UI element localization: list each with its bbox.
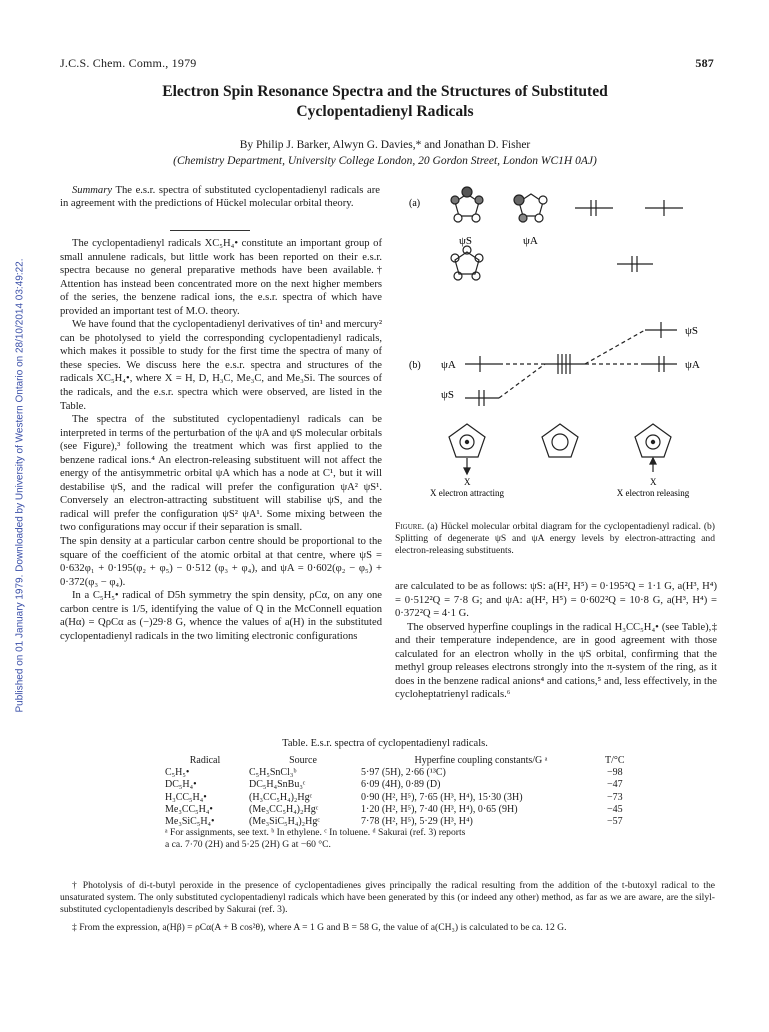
footnote-dagger: † Photolysis of di-t-butyl peroxide in the presence of cyclopentadienes gives principally the radical resulting from the addition of the t-butoxyl radical to the unsaturated system. The only substituted cyclopentadienyl radicals which have been generated by this (or indeed any other) method, as far as we are aware, are the silyl-substituted cyclopentadienyls described by Sakurai (ref. 3).: [60, 880, 715, 915]
paragraph-5: In a C₅H₅• radical of D5h symmetry the spin density, ρCα, on any one carbon centre is 1/5, identifying the value of Q in the McConnell equation a(Hα) = QρCα as (−)29·8 G, whence the values of a(H) in the substituted cyclopentadienyl radicals in the two limiting electronic configurations: [60, 590, 382, 642]
mo-figure: [395, 182, 725, 512]
footnote-double-dagger: ‡ From the expression, a(Hβ) = ρCα(A + B cos²θ), where A = 1 G and B = 58 G, the value of a(CH₃) is calculated to be ca. 12 G.: [72, 922, 567, 933]
caption-label: Figure.: [395, 521, 425, 532]
figure-label-a: (a): [409, 198, 421, 209]
page-number: 587: [695, 56, 714, 70]
table-note-line-2: a ca. 7·70 (2H) and 5·25 (2H) G at −60 °C.: [165, 838, 331, 850]
paragraph-2: We have found that the cyclopentadienyl derivatives of tin¹ and mercury² can be photolysed to yield the corresponding cyclopentadienyl radicals, which makes it possible to study for the first time the spectra of many of these species. We discuss here the e.s.r. spectra and structures of the radicals XC₅H₄•, where X = H, D, H₃C, Me₃C, and Me₃Si. The sources of the radicals, and the e.s.r. spectra which were observed, are listed in the Table.: [60, 319, 382, 412]
title-line-1: Electron Spin Resonance Spectra and the Structures of Substituted: [162, 83, 608, 100]
cell-source: (Me₃CC₅H₄)₂Hgᶜ: [249, 803, 319, 815]
level-ground: [617, 256, 653, 272]
cell-source: DC₅H₄SnBu₃ᶜ: [249, 779, 306, 791]
ground-ring: [451, 246, 483, 280]
level-psi-s-upper: [575, 200, 683, 216]
header-temperature: T/°C: [605, 755, 625, 766]
cell-temperature: −47: [606, 779, 623, 791]
summary-text: The e.s.r. spectra of substituted cyclopentadienyl radicals are in agreement with the predictions of Hückel molecular orbital theory.: [60, 185, 380, 210]
paragraph-3: The spectra of the substituted cyclopentadienyl radicals can be interpreted in terms of the perturbation of the ψA and ψS molecular orbitals (see Figure),³ following the treatment which was first applied to the benzene radical ions.⁴ An electron-releasing substituent will not affect the energy of the antisymmetric orbital ψA which has a node at C¹, but it will destabilise ψS, and the radical will prefer the configuration ψA² ψS¹. Conversely an electron-attracting substituent will stabilise ψS, and the radical will prefer the configuration ψS² ψA¹. Some mixing between the two configurations may occur if their separation is small.: [60, 414, 382, 534]
figure-caption: [395, 521, 715, 557]
splitting-diagram: [465, 322, 677, 406]
cell-temperature: −73: [606, 791, 623, 803]
cell-radical: Me₃CC₅H₄•: [165, 803, 213, 815]
psi-a-label-a: ψA: [523, 235, 538, 247]
summary: [60, 184, 380, 211]
table-row: [165, 804, 629, 816]
cell-source: (Me₃SiC₅H₄)₂Hgᶜ: [249, 816, 320, 828]
summary-rule: [170, 230, 250, 231]
parent-ring: [542, 424, 578, 457]
right-paragraph-1: are calculated to be as follows: ψS: a(H², H⁵) = 0·195²Q = 1·1 G, a(H³, H⁴) = 0·512²Q = 7·8 G; and ψA: a(H², H⁵) = 0·602²Q = 10·8 G, a(H³, H⁴) = 0·372²Q = 4·1 G.: [395, 581, 717, 620]
table-header-row: [165, 755, 629, 767]
authors: By Philip J. Barker, Alwyn G. Davies,* and Jonathan D. Fisher: [239, 139, 531, 151]
psi-s-label-b-right: ψS: [685, 325, 699, 337]
cell-temperature: −98: [606, 767, 623, 779]
download-note: Published on 01 January 1979. Downloaded by University of Western Ontario on 28/10/2014 03:49:22.: [14, 258, 26, 713]
attracting-label: X electron attracting: [430, 488, 504, 498]
table-note-line-1: ᵃ For assignments, see text. ᵇ In ethylene. ᶜ In toluene. ᵈ Sakurai (ref. 3) reports: [165, 827, 466, 838]
table-notes: [165, 827, 635, 851]
x-label-releasing: X: [650, 477, 657, 487]
paragraph-1: The cyclopentadienyl radicals XC₅H₄• constitute an important group of small annulene radicals, but little work has been reported on their e.s.r. spectra because no general preparative methods have been available.† Attention has instead been concentrated more on the next higher members of the series, the benzene radical ions, the e.s.r. spectra of which have provided an important test of M.O. theory.: [60, 238, 382, 317]
cell-couplings: 0·90 (H², H⁵), 7·65 (H³, H⁴), 15·30 (3H): [361, 791, 523, 803]
cell-temperature: −57: [606, 816, 623, 828]
cell-radical: DC₅H₄•: [165, 779, 197, 791]
cell-couplings: 1·20 (H², H⁵), 7·40 (H³, H⁴), 0·65 (9H): [361, 803, 518, 815]
affiliation: (Chemistry Department, University College London, 20 Gordon Street, London WC1H 0AJ): [173, 155, 597, 167]
table-row: [165, 779, 629, 791]
table-row: [165, 792, 629, 804]
psi-s-label-a: ψS: [459, 235, 473, 247]
cell-radical: H₃CC₅H₄•: [165, 791, 207, 803]
cell-source: C₅H₅SnCl₃ᵇ: [249, 767, 297, 779]
header-radical: Radical: [189, 755, 221, 766]
caption-text: (a) Hückel molecular orbital diagram for the cyclopentadienyl radical. (b) Splitting of degenerate ψS and ψA energy levels by electron-attracting and electron-releasing substituents.: [395, 521, 716, 556]
psi-s-ring: [451, 187, 483, 222]
figure-label-b: (b): [409, 360, 421, 371]
cell-couplings: 6·09 (4H), 0·89 (D): [361, 779, 441, 791]
psi-a-label-b-right: ψA: [685, 359, 700, 371]
esr-table: [165, 755, 629, 828]
paragraph-4: The spin density at a particular carbon centre should be proportional to the square of the coefficient of the atomic orbital at that centre, where ψS = 0·632φ₁ + 0·195(φ₂ + φ₅) − 0·512 (φ₃ + φ₄), and ψA = 0·602(φ₂ − φ₅) + 0·372(φ₃ − φ₄).: [60, 536, 382, 588]
paper-title: [60, 82, 710, 122]
x-label-attracting: X: [464, 477, 471, 487]
cell-source: (H₃CC₅H₄)₂Hgᶜ: [249, 791, 313, 803]
journal-header: J.C.S. Chem. Comm., 1979: [60, 56, 197, 70]
left-column: [60, 237, 382, 643]
table-title: Table. E.s.r. spectra of cyclopentadienyl radicals.: [282, 738, 488, 749]
title-line-2: Cyclopentadienyl Radicals: [296, 103, 474, 120]
right-paragraph-2: The observed hyperfine couplings in the radical H₃CC₅H₄• (see Table),‡ and their temperature independence, are in good agreement with those calculated for an electron wholly in the ψS orbital, confirming that the methyl group releases electrons strongly into the π-system of the ring, as it does in the benzene radical anions⁴ and cations,⁵ and, less effectively, in the cycloheptatrienyl radicals.⁶: [395, 621, 717, 701]
header-couplings: Hyperfine coupling constants/G ᵃ: [414, 755, 548, 766]
psi-s-label-b-left: ψS: [441, 389, 455, 401]
right-column: [395, 580, 717, 702]
releasing-label: X electron releasing: [616, 488, 690, 498]
header-source: Source: [289, 755, 317, 766]
psi-a-label-b-left: ψA: [441, 359, 456, 371]
table-row: [165, 767, 629, 779]
releasing-ring: [635, 424, 671, 472]
summary-label: Summary: [72, 185, 113, 196]
cell-couplings: 7·78 (H², H⁵), 5·29 (H³, H⁴): [361, 816, 473, 828]
attracting-ring: [449, 424, 485, 474]
cell-temperature: −45: [606, 803, 623, 815]
download-watermark: [0, 0, 26, 1032]
cell-couplings: 5·97 (5H), 2·66 (¹³C): [361, 767, 446, 779]
cell-radical: Me₃SiC₅H₄•: [165, 816, 215, 828]
cell-radical: C₅H₅•: [165, 767, 190, 779]
psi-a-ring: [514, 194, 547, 222]
